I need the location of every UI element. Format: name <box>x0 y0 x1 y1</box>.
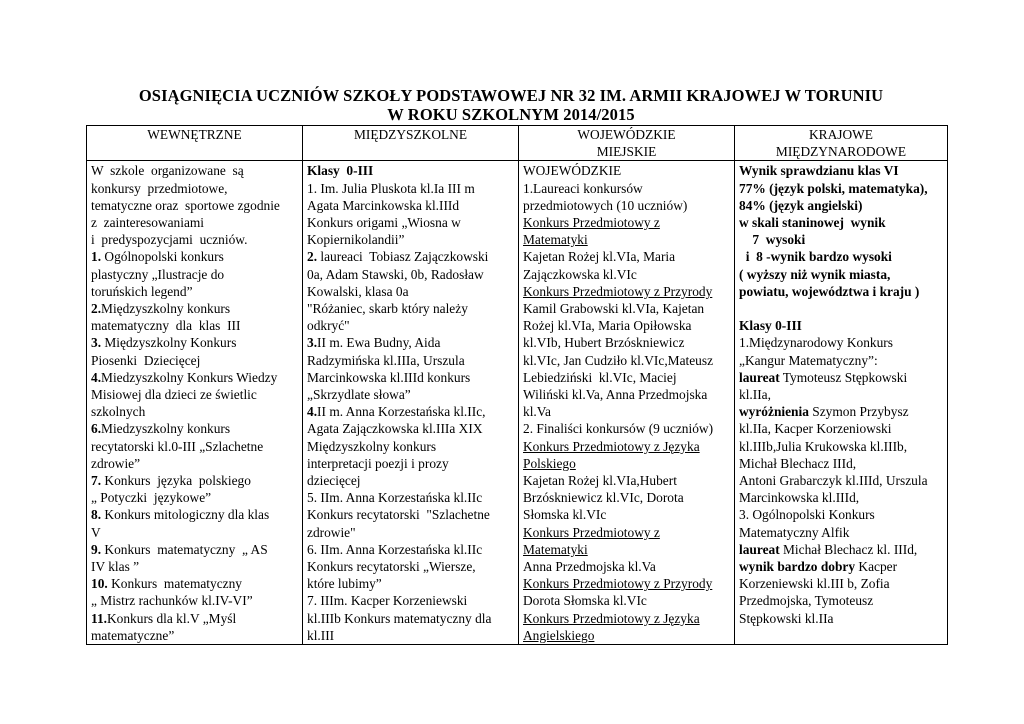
cell-internal <box>87 161 303 645</box>
col4-line: laureat Michał Blechacz kl. IIId, <box>739 541 918 557</box>
col2-line: interpretacji poezji i prozy <box>307 455 449 471</box>
table-header-row <box>87 126 948 161</box>
col2-line: kl.IIIb Konkurs matematyczny dla <box>307 610 492 626</box>
col2-line: Międzyszkolny konkurs <box>307 438 437 454</box>
col3-line: Matematyki <box>523 541 588 557</box>
col1-line: 4.Miedzyszkolny Konkurs Wiedzy <box>91 369 278 385</box>
col3-line: Rożej kl.VIa, Maria Opiłowska <box>523 318 692 334</box>
col1-line: „ Mistrz rachunków kl.IV-VI” <box>91 593 253 609</box>
col4-line <box>739 300 943 317</box>
col2-line: Konkurs recytatorski "Szlachetne <box>307 507 490 523</box>
col4-line: 7 wysoki <box>739 232 806 248</box>
col4-line: w skali staninowej wynik <box>739 215 886 231</box>
col3-line: Dorota Słomska kl.VIc <box>523 593 647 609</box>
col2-line: Agata Marcinkowska kl.IIId <box>307 197 460 213</box>
col2-line: „Skrzydlate słowa” <box>307 387 411 403</box>
col4-line: kl.IIIb,Julia Krukowska kl.IIIb, <box>739 438 908 454</box>
col1-line: szkolnych <box>91 404 146 420</box>
col1-line: 2.Międzyszkolny konkurs <box>91 301 231 317</box>
col2-line: dziecięcej <box>307 473 361 489</box>
header-national: KRAJOWE MIĘDZYNARODOWE <box>735 126 948 161</box>
col1-line: z zainteresowaniami <box>91 215 205 231</box>
col1-line: 7. Konkurs języka polskiego <box>91 473 251 489</box>
col1-line: i predyspozycjami uczniów. <box>91 232 248 248</box>
col4-line: Wynik sprawdzianu klas VI <box>739 163 899 179</box>
col1-line: toruńskich legend” <box>91 283 193 299</box>
col2-line: kl.III <box>307 627 335 643</box>
header-internal: WEWNĘTRZNE <box>87 126 303 161</box>
col4-line: Matematyczny Alfik <box>739 524 850 540</box>
achievements-table <box>86 125 948 645</box>
col3-line: 2. Finaliści konkursów (9 uczniów) <box>523 421 714 437</box>
col3-line: Kamil Grabowski kl.VIa, Kajetan <box>523 301 705 317</box>
col4-line: Antoni Grabarczyk kl.IIId, Urszula <box>739 473 928 489</box>
cell-national <box>735 161 948 645</box>
col1-line: IV klas ” <box>91 559 140 575</box>
col2-line: Kopiernikolandii” <box>307 232 405 248</box>
col2-line: 0a, Adam Stawski, 0b, Radosław <box>307 266 484 282</box>
col1-line: zdrowie” <box>91 455 141 471</box>
col4-line: ( wyższy niż wynik miasta, <box>739 266 891 282</box>
col3-line: Kajetan Rożej kl.VIa,Hubert <box>523 473 677 489</box>
col2-line: 4.II m. Anna Korzestańska kl.IIc, <box>307 404 486 420</box>
col2-line: Agata Zajączkowska kl.IIIa XIX <box>307 421 483 437</box>
col1-line: konkursy przedmiotowe, <box>91 180 228 196</box>
col1-line: matematyczne” <box>91 627 175 643</box>
col4-line: 1.Międzynarodowy Konkurs <box>739 335 893 351</box>
col2-line: 3.II m. Ewa Budny, Aida <box>307 335 441 351</box>
col1-line: matematyczny dla klas III <box>91 318 241 334</box>
col4-line: Stępkowski kl.IIa <box>739 610 834 626</box>
col3-line: Brzóskniewicz kl.VIc, Dorota <box>523 490 684 506</box>
col4-line: Przedmojska, Tymoteusz <box>739 593 874 609</box>
col1-line: 6.Miedzyszkolny konkurs <box>91 421 231 437</box>
col3-line: Konkurs Przedmiotowy z <box>523 524 660 540</box>
cell-interschool <box>303 161 519 645</box>
col2-line: Kowalski, klasa 0a <box>307 283 409 299</box>
col1-line: V <box>91 524 101 540</box>
col1-line: plastyczny „Ilustracje do <box>91 266 225 282</box>
col3-line: Konkurs Przedmiotowy z Przyrody <box>523 283 713 299</box>
col1-line: W szkole organizowane są <box>91 163 244 179</box>
title-line-1: OSIĄGNIĘCIA UCZNIÓW SZKOŁY PODSTAWOWEJ NR 32 IM. ARMII KRAJOWEJ W TORUNIU <box>138 86 884 105</box>
col1-line: 8. Konkurs mitologiczny dla klas <box>91 507 270 523</box>
col4-line: wynik bardzo dobry Kacper <box>739 559 898 575</box>
col4-line: 3. Ogólnopolski Konkurs <box>739 507 875 523</box>
col4-line: 77% (język polski, matematyka), <box>739 180 928 196</box>
col4-line: Klasy 0-III <box>739 318 802 334</box>
col2-line: 1. Im. Julia Pluskota kl.Ia III m <box>307 180 475 196</box>
title-line-2: W ROKU SZKOLNYM 2014/2015 <box>387 105 635 124</box>
col4-line: kl.IIa, <box>739 387 771 403</box>
col2-line: 7. IIIm. Kacper Korzeniewski <box>307 593 468 609</box>
col4-line: kl.IIa, Kacper Korzeniowski <box>739 421 892 437</box>
col4-line: Michał Blechacz IIId, <box>739 455 857 471</box>
table-row <box>87 161 948 645</box>
col3-line: Angielskiego <box>523 627 595 643</box>
col1-line: Misiowej dla dzieci ze świetlic <box>91 387 257 403</box>
col3-line: Polskiego <box>523 455 576 471</box>
col2-line: które lubimy” <box>307 576 382 592</box>
col3-line: Konkurs Przedmiotowy z Języka <box>523 610 700 626</box>
col3-line: Anna Przedmojska kl.Va <box>523 559 656 575</box>
cell-voivodeship <box>519 161 735 645</box>
col2-line: Klasy 0-III <box>307 163 374 179</box>
col3-line: Lebiedziński kl.VIc, Maciej <box>523 369 677 385</box>
col1-line: Piosenki Dziecięcej <box>91 352 201 368</box>
col3-line: Zajączkowska kl.VIc <box>523 266 637 282</box>
col2-line: 2. laureaci Tobiasz Zajączkowski <box>307 249 489 265</box>
col4-line: laureat Tymoteusz Stępkowski <box>739 369 908 385</box>
col2-line: Radzymińska kl.IIIa, Urszula <box>307 352 465 368</box>
col2-line: 5. IIm. Anna Korzestańska kl.IIc <box>307 490 483 506</box>
col1-line: tematyczne oraz sportowe zgodnie <box>91 197 280 213</box>
col2-line: "Różaniec, skarb który należy <box>307 301 468 317</box>
col4-line: 84% (język angielski) <box>739 197 863 213</box>
col4-line: Marcinkowska kl.IIId, <box>739 490 860 506</box>
col1-line: 9. Konkurs matematyczny „ AS <box>91 541 268 557</box>
col3-line: Kajetan Rożej kl.VIa, Maria <box>523 249 676 265</box>
col3-line: WOJEWÓDZKIE <box>523 163 622 179</box>
col3-line: Wiliński kl.Va, Anna Przedmojska <box>523 387 708 403</box>
col3-line: kl.VIc, Jan Cudziło kl.VIc,Mateusz <box>523 352 714 368</box>
col2-line: Konkurs recytatorski „Wiersze, <box>307 559 476 575</box>
col2-line: 6. IIm. Anna Korzestańska kl.IIc <box>307 541 483 557</box>
col4-line: i 8 -wynik bardzo wysoki <box>739 249 892 265</box>
col4-line: wyróżnienia Szymon Przybysz <box>739 404 909 420</box>
col1-line: 10. Konkurs matematyczny <box>91 576 242 592</box>
col4-line: Korzeniewski kl.III b, Zofia <box>739 576 890 592</box>
col2-line: odkryć" <box>307 318 350 334</box>
col3-line: Matematyki <box>523 232 588 248</box>
col3-line: Konkurs Przedmiotowy z Przyrody <box>523 576 713 592</box>
col3-line: kl.VIb, Hubert Brzóskniewicz <box>523 335 685 351</box>
header-interschool: MIĘDZYSZKOLNE <box>303 126 519 161</box>
col3-line: kl.Va <box>523 404 551 420</box>
col3-line: Słomska kl.VIc <box>523 507 607 523</box>
header-voivodeship: WOJEWÓDZKIE MIEJSKIE <box>519 126 735 161</box>
col1-line: 3. Międzyszkolny Konkurs <box>91 335 237 351</box>
col1-line: 11.Konkurs dla kl.V „Myśl <box>91 610 237 626</box>
col1-line: „ Potyczki językowe” <box>91 490 212 506</box>
col3-line: przedmiotowych (10 uczniów) <box>523 197 688 213</box>
col4-line: powiatu, województwa i kraju ) <box>739 283 920 299</box>
col1-line: recytatorski kl.0-III „Szlachetne <box>91 438 264 454</box>
col2-line: Konkurs origami „Wiosna w <box>307 215 461 231</box>
col3-line: Konkurs Przedmiotowy z <box>523 215 660 231</box>
col2-line: Marcinkowska kl.IIId konkurs <box>307 369 471 385</box>
col2-line: zdrowie" <box>307 524 356 540</box>
col4-line: „Kangur Matematyczny”: <box>739 352 878 368</box>
col1-line: 1. Ogólnopolski konkurs <box>91 249 224 265</box>
col3-line: 1.Laureaci konkursów <box>523 180 643 196</box>
document-title <box>86 86 936 124</box>
col3-line: Konkurs Przedmiotowy z Języka <box>523 438 700 454</box>
